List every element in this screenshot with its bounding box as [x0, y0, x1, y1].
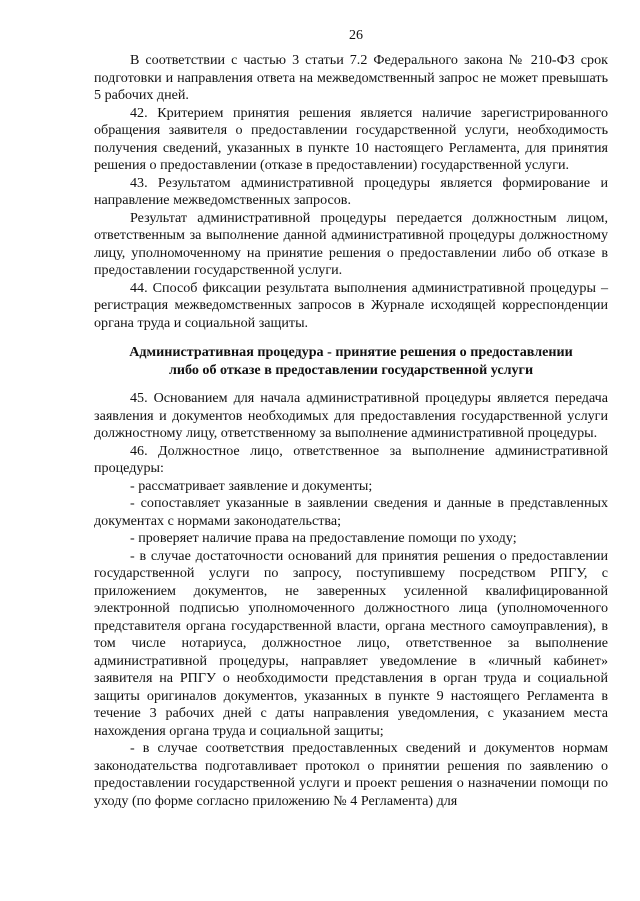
paragraph-44: 44. Способ фиксации результата выполнения административной процедуры – регистрация межведомственных запросов в Журнале исходящей корреспонденции органа труда и социальной защиты.: [94, 279, 608, 331]
page-number: 26: [349, 28, 363, 43]
paragraph-42: 42. Критерием принятия решения является наличие зарегистрированного обращения заявителя о предоставлении государственной услуги, необходимость получения сведений, указанных в пункте 10 настоящего Регламента, для принятия решения о предоставлении (отказе в предоставлении) государственной услуги.: [94, 104, 608, 173]
section-heading-line-1: Административная процедура - принятие решения о предоставлении: [129, 344, 573, 360]
list-item-compare: - сопоставляет указанные в заявлении сведения и данные в представленных документах с нормами законодательства;: [94, 495, 608, 529]
section-heading: [94, 344, 608, 379]
list-item-protocol: - в случае соответствия предоставленных сведений и документов нормам законодательства подготавливает протокол о принятии решения по заявлению о предоставлении государственной услуги и проект решения о назначении помощи по уходу (по форме согласно приложению № 4 Регламента) для: [94, 740, 608, 809]
section-heading-line-2: либо об отказе в предоставлении государственной услуги: [168, 361, 534, 378]
paragraph-46: 46. Должностное лицо, ответственное за выполнение административной процедуры:: [94, 442, 608, 476]
paragraph-result: Результат административной процедуры передается должностным лицом, ответственным за выполнение данной административной процедуры должностному лицу, уполномоченному на принятие решения о предоставлении либо об отказе в предоставлении государственной услуги.: [94, 209, 608, 278]
list-item-review: - рассматривает заявление и документы;: [130, 477, 373, 494]
paragraph-45: 45. Основанием для начала административной процедуры является передача заявления и документов необходимых для предоставления государственной услуги должностному лицу, ответственному за выполнение административной процедуры.: [94, 390, 608, 441]
paragraph-deadline: В соответствии с частью 3 статьи 7.2 Федерального закона № 210-ФЗ срок подготовки и направления ответа на межведомственный запрос не может превышать 5 рабочих дней.: [94, 52, 608, 103]
paragraph-43: 43. Результатом административной процедуры является формирование и направление межведомственных запросов.: [94, 174, 608, 208]
list-item-notification: - в случае достаточности оснований для принятия решения о предоставлении государственной услуги по запросу, поступившему посредством РПГУ, с приложением документов, не заверенных усиленной квалифицированной электронной подписью уполномоченного должностного лица (уполномоченного представителя органа государственной власти, органа местного самоуправления), в том числе нотариуса, должностное лицо, ответственное за выполнение административной процедуры, направляет уведомление в «личный кабинет» заявителя на РПГУ о необходимости представления в орган труда и социальной защиты оригиналов документов, указанных в пункте 9 настоящего Регламента в течение 3 рабочих дней с даты направления уведомления, с указанием места нахождения органа труда и социальной защиты;: [94, 547, 608, 739]
list-item-check-right: - проверяет наличие права на предоставление помощи по уходу;: [130, 530, 517, 546]
